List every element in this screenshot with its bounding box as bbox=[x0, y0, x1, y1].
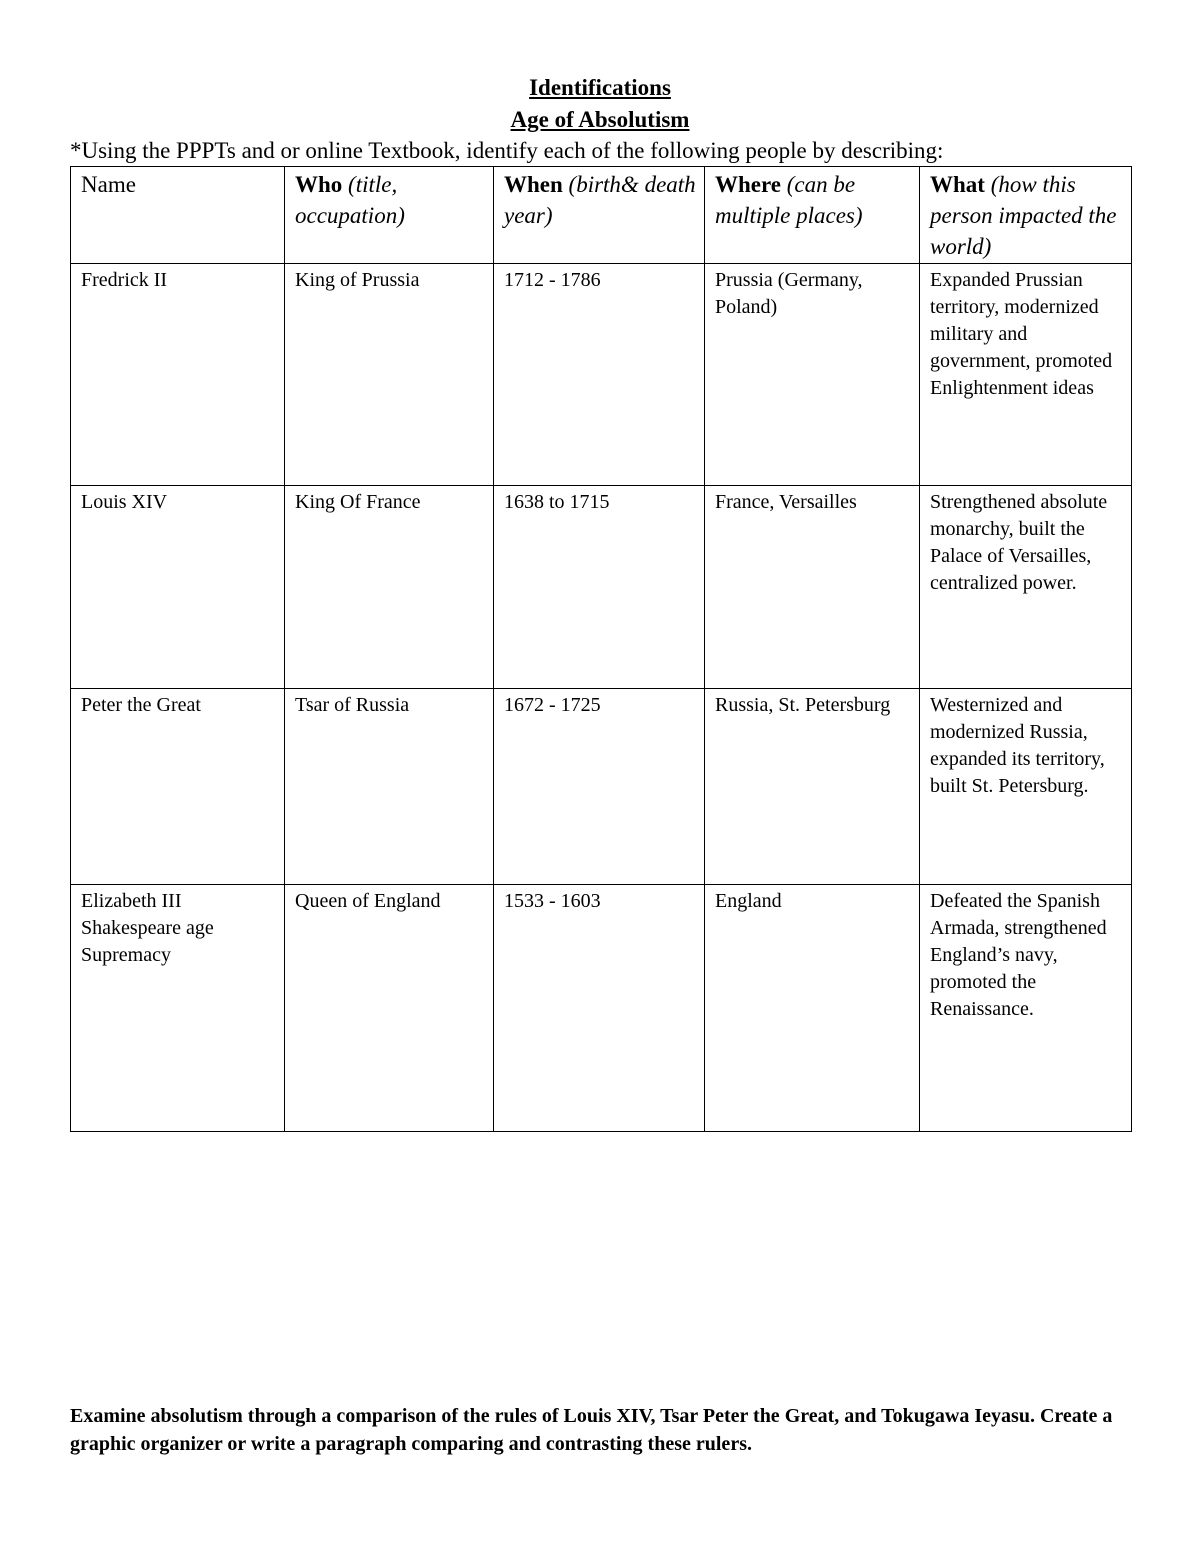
name-text: Peter the Great bbox=[81, 694, 201, 716]
column-header-label: What bbox=[930, 172, 985, 197]
column-header-where bbox=[705, 167, 920, 264]
name-text: Fredrick II bbox=[81, 269, 168, 291]
column-header-hint: (can be multiple places) bbox=[715, 172, 863, 228]
cell-who: Queen of England bbox=[285, 885, 494, 1132]
cell-who: King Of France bbox=[285, 486, 494, 689]
cell-who: King of Prussia bbox=[285, 264, 494, 486]
cell-what: Westernized and modernized Russia, expanded its territory, built St. Petersburg. bbox=[920, 689, 1132, 885]
column-header-what bbox=[920, 167, 1132, 264]
column-header-when bbox=[494, 167, 705, 264]
cell-where: France, Versailles bbox=[705, 486, 920, 689]
cell-name bbox=[71, 486, 285, 689]
table-row bbox=[71, 689, 1132, 885]
cell-when: 1712 - 1786 bbox=[494, 264, 705, 486]
column-header-who bbox=[285, 167, 494, 264]
column-header-name bbox=[71, 167, 285, 264]
cell-what: Defeated the Spanish Armada, strengthened England’s navy, promoted the Renaissance. bbox=[920, 885, 1132, 1132]
column-header-label: Where bbox=[715, 172, 782, 197]
cell-what: Strengthened absolute monarchy, built the Palace of Versailles, centralized power. bbox=[920, 486, 1132, 689]
comparison-prompt: Examine absolutism through a comparison of the rules of Louis XIV, Tsar Peter the Great, and Tokugawa Ieyasu. Create a graphic organizer or write a paragraph comparing and contrasting these rulers. bbox=[70, 1405, 1113, 1455]
cell-when: 1533 - 1603 bbox=[494, 885, 705, 1132]
column-header-label: Name bbox=[81, 172, 136, 197]
column-header-label: When bbox=[504, 172, 563, 197]
name-text: Supremacy bbox=[81, 944, 171, 966]
cell-when: 1638 to 1715 bbox=[494, 486, 705, 689]
cell-where: Russia, St. Petersburg bbox=[705, 689, 920, 885]
cell-name bbox=[71, 689, 285, 885]
table-row bbox=[71, 885, 1132, 1132]
cell-where: Prussia (Germany, Poland) bbox=[705, 264, 920, 486]
table-row bbox=[71, 264, 1132, 486]
cell-what: Expanded Prussian territory, modernized military and government, promoted Enlightenment ideas bbox=[920, 264, 1132, 486]
identifications-table bbox=[70, 166, 1132, 1132]
cell-name bbox=[71, 885, 285, 1132]
instructions: *Using the PPPTs and or online Textbook, identify each of the following people by describing: bbox=[70, 138, 944, 163]
page-subtitle: Age of Absolutism bbox=[510, 107, 690, 132]
cell-when: 1672 - 1725 bbox=[494, 689, 705, 885]
column-header-hint: (birth& death year) bbox=[504, 172, 696, 228]
name-text: Elizabeth III bbox=[81, 890, 182, 912]
column-header-label: Who bbox=[295, 172, 343, 197]
name-text: Louis XIV bbox=[81, 491, 168, 513]
cell-who: Tsar of Russia bbox=[285, 689, 494, 885]
page-title: Identifications bbox=[529, 75, 671, 100]
table-header-row bbox=[71, 167, 1132, 264]
cell-where: England bbox=[705, 885, 920, 1132]
table-row bbox=[71, 486, 1132, 689]
column-header-hint: (title, occupation) bbox=[295, 172, 405, 228]
column-header-hint: (how this person impacted the world) bbox=[930, 172, 1117, 259]
cell-name bbox=[71, 264, 285, 486]
name-text: Shakespeare age bbox=[81, 917, 214, 939]
